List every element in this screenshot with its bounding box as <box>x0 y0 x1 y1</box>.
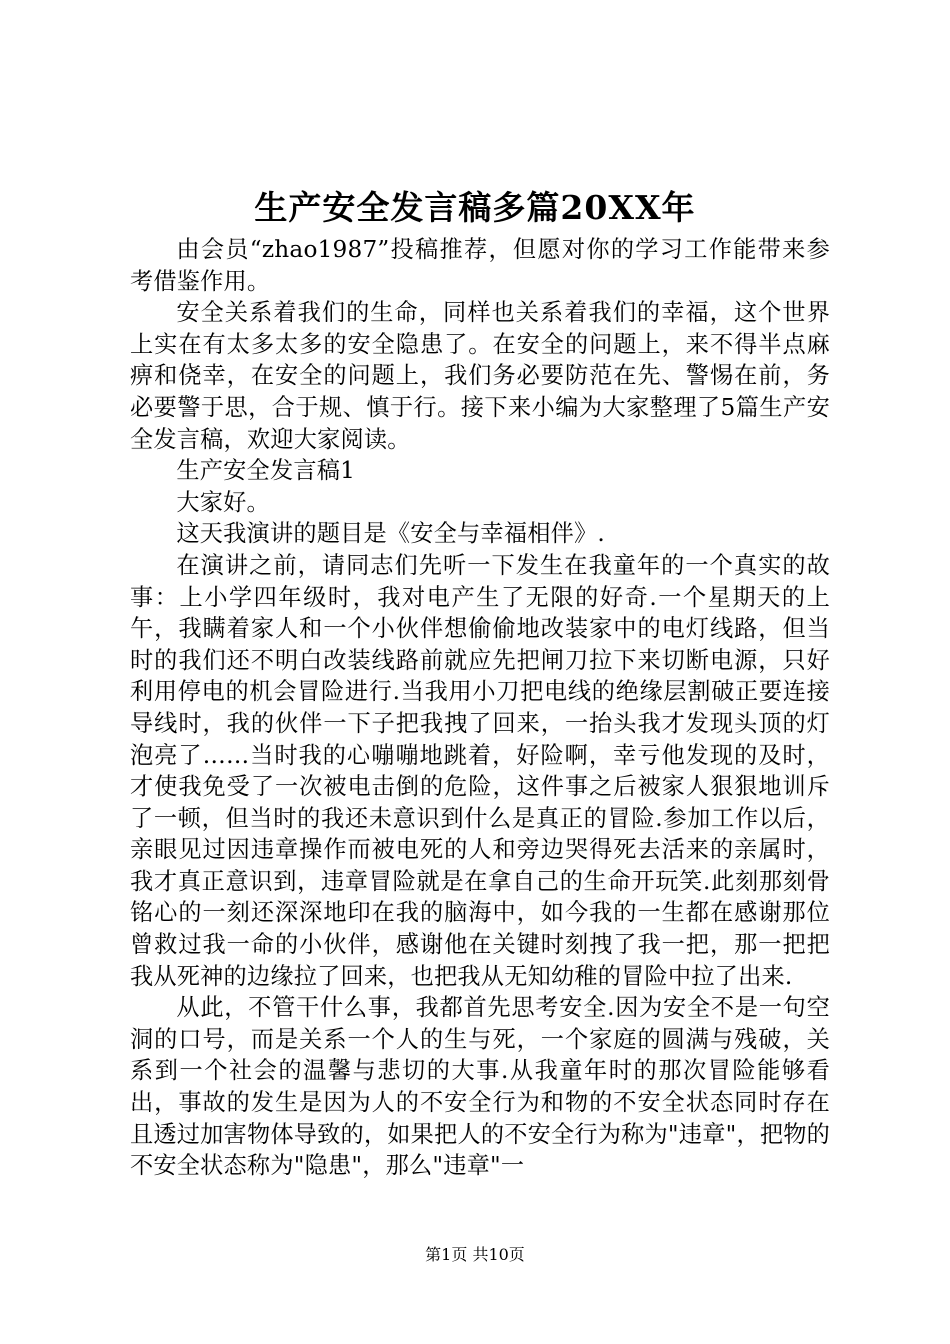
paragraph-topic: 这天我演讲的题目是《安全与幸福相伴》. <box>176 520 605 548</box>
paragraph-intro: 由会员“zhao1987”投稿推荐，但愿对你的学习工作能带来参考借鉴作用。 <box>130 236 830 295</box>
page-footer: 第1页 共10页 <box>425 1245 525 1264</box>
paragraph-reflection: 从此，不管干什么事，我都首先思考安全.因为安全不是一句空洞的口号，而是关系一个人的生与死，一个家庭的圆满与残破，关系到一个社会的温馨与悲切的大事.从我童年时的那次冒险能够看出，事故的发生是因为人的不安全行为和物的不安全状态同时存在且透过加害物体导致的，如果把人的不安全行为称为"违章"，把物的不安全状态称为"隐患"，那么"违章"一 <box>130 994 830 1180</box>
document-title: 生产安全发言稿多篇20XX年 <box>254 188 696 227</box>
document-body <box>130 234 830 1182</box>
paragraph-greeting: 大家好。 <box>176 488 270 516</box>
paragraph-story: 在演讲之前，请同志们先听一下发生在我童年的一个真实的故事：上小学四年级时，我对电产生了无限的好奇.一个星期天的上午，我瞒着家人和一个小伙伴想偷偷地改装家中的电灯线路，但当时的我们还不明白改装线路前就应先把闸刀拉下来切断电源，只好利用停电的机会冒险进行.当我用小刀把电线的绝缘层割破正要连接导线时，我的伙伴一下子把我拽了回来，一抬头我才发现头顶的灯泡亮了……当时我的心嘣嘣地跳着，好险啊，幸亏他发现的及时，才使我免受了一次被电击倒的危险，这件事之后被家人狠狠地训斥了一顿，但当时的我还未意识到什么是真正的冒险.参加工作以后，亲眼见过因违章操作而被电死的人和旁边哭得死去活来的亲属时，我才真正意识到，违章冒险就是在拿自己的生命开玩笑.此刻那刻骨铭心的一刻还深深地印在我的脑海中，如今我的一生都在感谢那位曾救过我一命的小伙伴，感谢他在关键时刻拽了我一把，那一把把我从死神的边缘拉了回来，也把我从无知幼稚的冒险中拉了出来. <box>130 551 830 990</box>
paragraph-preface: 安全关系着我们的生命，同样也关系着我们的幸福，这个世界上实在有太多太多的安全隐患了。在安全的问题上，来不得半点麻痹和侥幸，在安全的问题上，我们务必要防范在先、警惕在前，务必要警于思，合于规、慎于行。接下来小编为大家整理了5篇生产安全发言稿，欢迎大家阅读。 <box>130 299 830 453</box>
section-heading: 生产安全发言稿1 <box>176 457 356 485</box>
